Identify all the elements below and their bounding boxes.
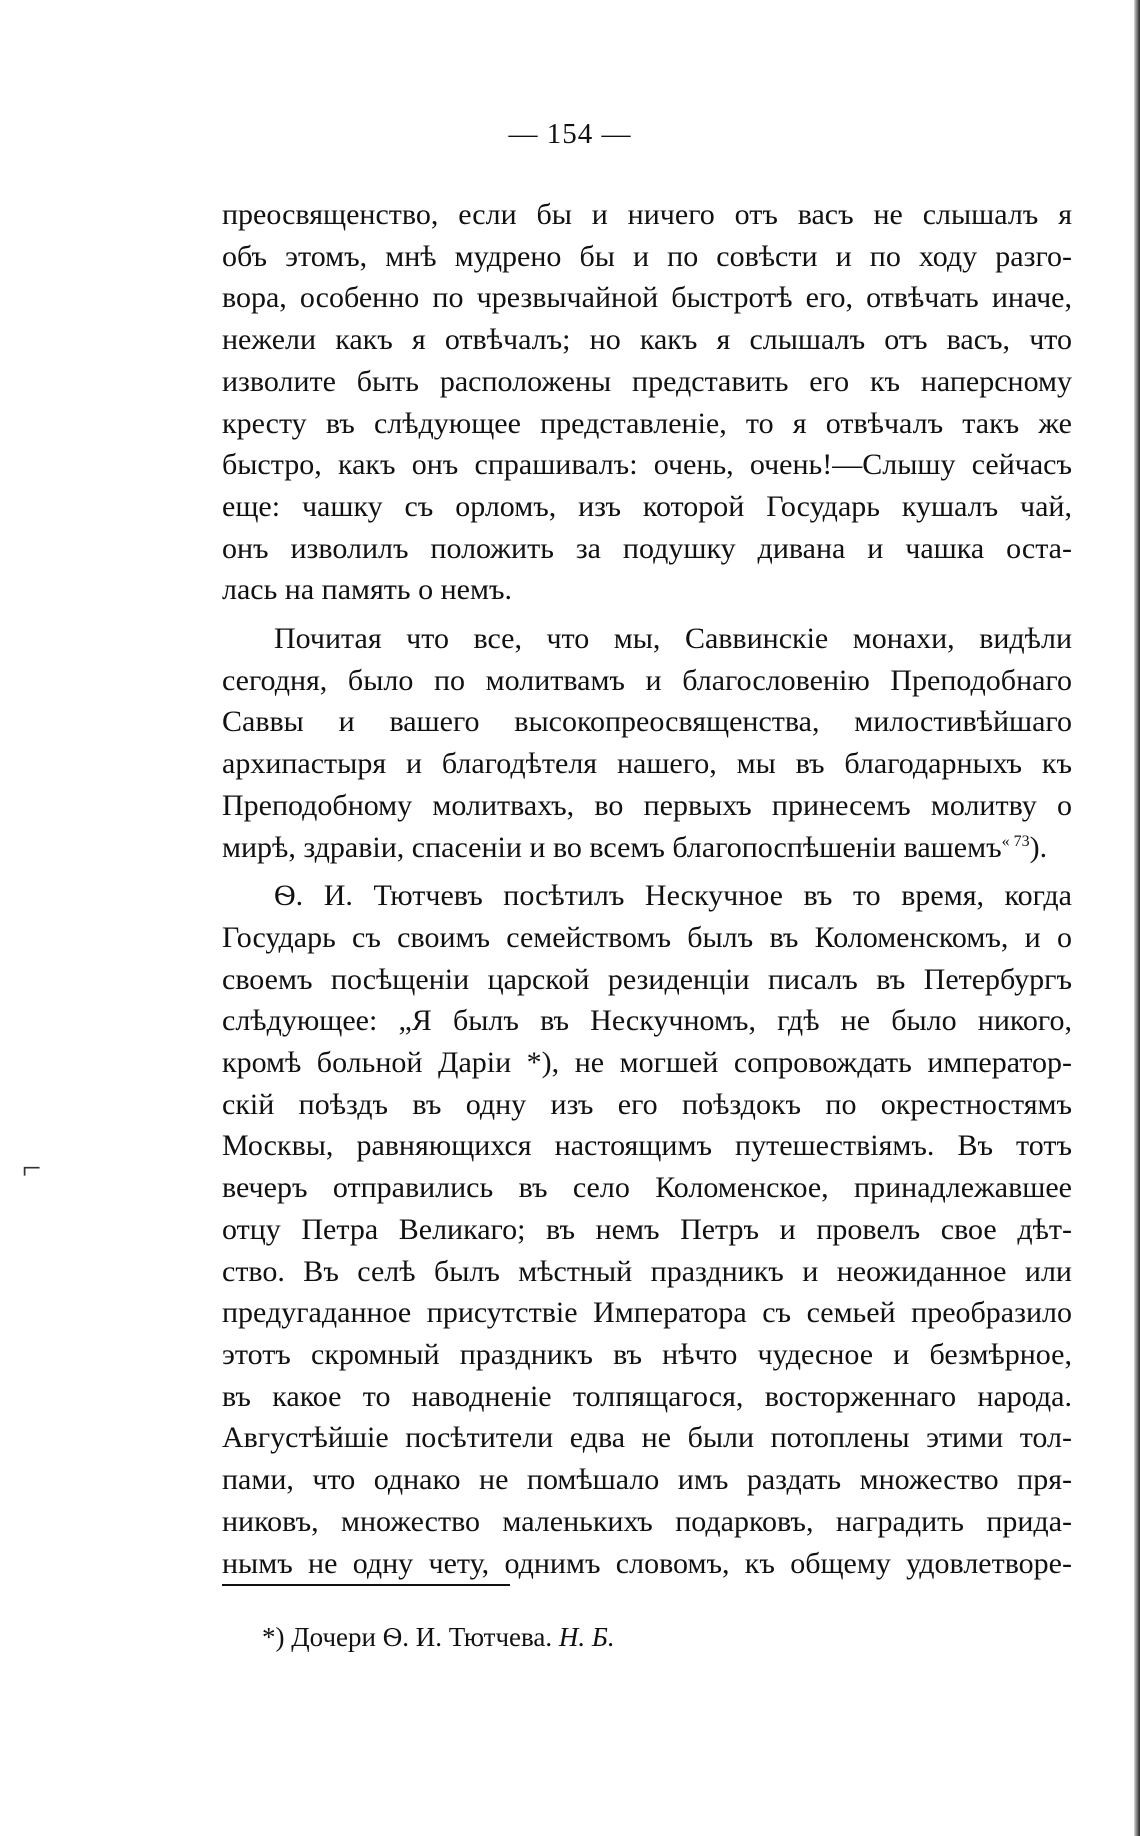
paragraph-gap [222, 611, 1072, 618]
text-line: никовъ, множество маленькихъ подарковъ, наградить прида- [222, 1504, 1072, 1538]
footnote-divider [222, 1584, 510, 1586]
note-tail: ). [1029, 830, 1048, 864]
text-line: Почитая что все, что мы, Саввинскіе монахи, видѣли [274, 622, 1072, 656]
text-line: изволите быть расположены представить его къ наперсному [222, 364, 1072, 398]
text-line: кресту въ слѣдующее представленіе, то я отвѣчалъ такъ же [222, 406, 1072, 440]
text-line: этотъ скромный праздникъ въ нѣчто чудесное и безмѣрное, [222, 1337, 1072, 1371]
text-line: кромѣ больной Даріи *), не могшей сопровождать император- [222, 1046, 1072, 1080]
text-line: мирѣ, здравіи, спасеніи и во всемъ благопоспѣшеніи вашемъ [222, 830, 1002, 864]
footnote-text: *) Дочери Ѳ. И. Тютчева. [262, 1622, 553, 1652]
footnote-signature: Н. Б. [558, 1622, 615, 1652]
page-number: — 154 — [508, 118, 632, 150]
text-line: лась на память о немъ. [222, 573, 512, 607]
text-line: объ этомъ, мнѣ мудрено бы и по совѣсти и по ходу разго- [222, 239, 1072, 273]
text-line-with-note [222, 827, 1072, 869]
text-line: своемъ посѣщеніи царской резиденціи писалъ въ Петербургъ [222, 962, 1072, 996]
text-line: вора, особенно по чрезвычайной быстротѣ его, отвѣчать иначе, [222, 281, 1072, 315]
text-line: предугаданное присутствіе Императора съ семьей преобразило [222, 1296, 1072, 1330]
text-line: ство. Въ селѣ былъ мѣстный праздникъ и неожиданное или [222, 1254, 1072, 1288]
footnote [262, 1620, 615, 1654]
text-line: скій поѣздъ въ одну изъ его поѣздокъ по окрестностямъ [222, 1087, 1072, 1121]
margin-pencil-mark: ⌐ [22, 1150, 42, 1187]
body-text [222, 194, 1072, 1584]
text-line: Москвы, равняющихся настоящимъ путешествіямъ. Въ тотъ [222, 1129, 1072, 1163]
text-line: нымъ не одну чету, однимъ словомъ, къ общему удовлетворе- [222, 1546, 1072, 1580]
text-line: вечеръ отправились въ село Коломенское, принадлежавшее [222, 1171, 1072, 1205]
text-line: быстро, какъ онъ спрашивалъ: очень, очень!—Слышу сейчасъ [222, 448, 1072, 482]
text-line: онъ изволилъ положить за подушку дивана и чашка оста- [222, 531, 1072, 565]
text-line: сегодня, было по молитвамъ и благословенію Преподобнаго [222, 663, 1072, 697]
text-line: пами, что однако не помѣшало имъ раздать множество пря- [222, 1463, 1072, 1497]
text-line: нежели какъ я отвѣчалъ; но какъ я слышалъ отъ васъ, что [222, 323, 1072, 357]
text-line: преосвященство, если бы и ничего отъ васъ не слышалъ я [222, 198, 1072, 231]
page-binding-edge [1134, 0, 1140, 1836]
paragraph-gap [222, 868, 1072, 875]
text-line: еще: чашку съ орломъ, изъ которой Государь кушалъ чай, [222, 489, 1072, 523]
text-line: Августѣйшіе посѣтители едва не были потоплены этими тол- [222, 1421, 1072, 1455]
text-line: Саввы и вашего высокопреосвященства, милостивѣйшаго [222, 705, 1072, 739]
text-line: въ какое то наводненіе толпящагося, восторженнаго народа. [222, 1379, 1072, 1413]
text-line: отцу Петра Великаго; въ немъ Петръ и провелъ свое дѣт- [222, 1212, 1072, 1246]
text-line: слѣдующее: „Я былъ въ Нескучномъ, гдѣ не было никого, [222, 1004, 1072, 1038]
text-line: архипастыря и благодѣтеля нашего, мы въ благодарныхъ къ [222, 747, 1072, 781]
note-reference: « 73 [1001, 832, 1030, 850]
text-line: Государь съ своимъ семействомъ былъ въ Коломенскомъ, и о [222, 920, 1072, 954]
text-line: Ѳ. И. Тютчевъ посѣтилъ Нескучное въ то время, когда [274, 879, 1072, 913]
text-line: Преподобному молитвахъ, во первыхъ принесемъ молитву о [222, 788, 1072, 822]
